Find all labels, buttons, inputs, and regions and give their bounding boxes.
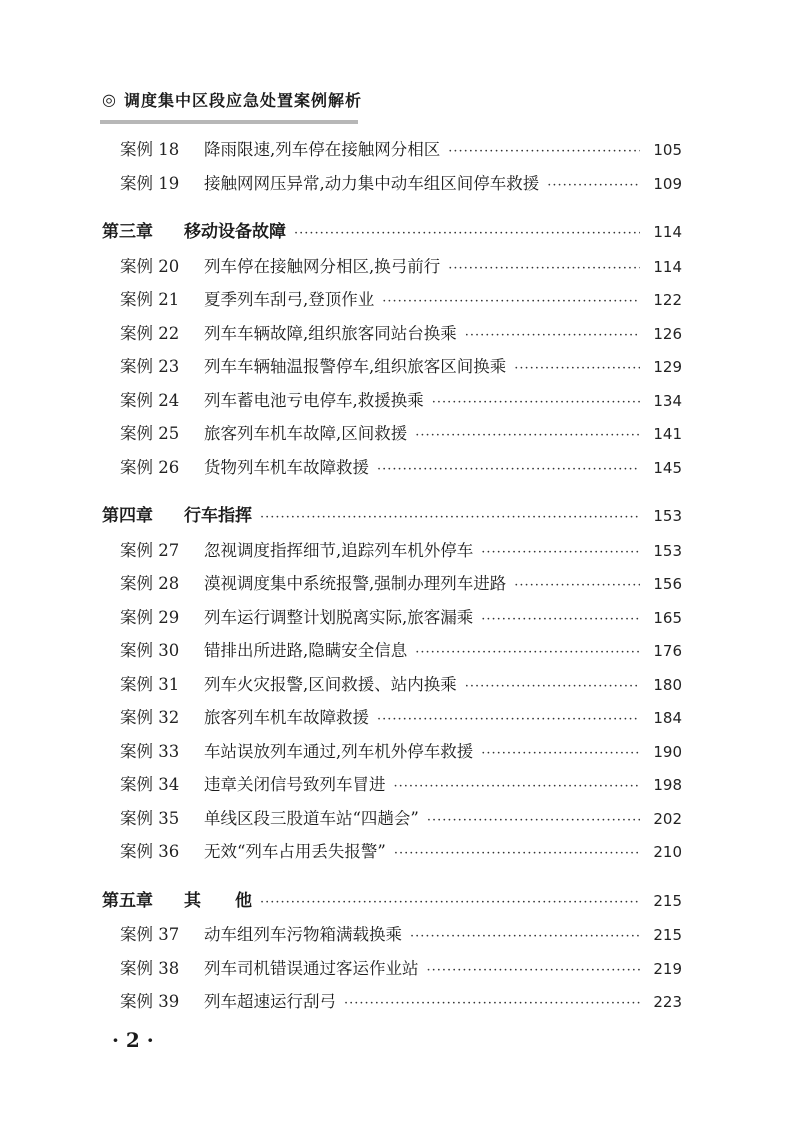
toc-entry[interactable] <box>102 701 682 735</box>
toc-entry[interactable] <box>102 451 682 485</box>
table-of-contents <box>102 133 682 1019</box>
entry-title: 接触网网压异常,动力集中动车组区间停车救援 <box>204 173 540 193</box>
toc-entry[interactable] <box>102 167 682 201</box>
toc-entry[interactable] <box>102 133 682 167</box>
entry-number: 案例 25 <box>120 424 180 443</box>
entry-page: 114 <box>653 257 682 276</box>
chapter-title: 移动设备故障 <box>184 222 286 242</box>
entry-page: 198 <box>653 776 682 794</box>
entry-title: 旅客列车机车故障救援 <box>204 708 369 727</box>
entry-page: 153 <box>653 541 682 560</box>
toc-entry[interactable] <box>102 952 682 986</box>
entry-number: 案例 31 <box>120 674 180 694</box>
toc-entry[interactable] <box>102 417 682 451</box>
toc-entry[interactable] <box>102 735 682 769</box>
toc-entry[interactable] <box>102 350 682 384</box>
dot-leader <box>547 169 640 203</box>
toc-entry[interactable] <box>102 250 682 284</box>
dot-leader <box>427 954 641 988</box>
entry-number: 案例 39 <box>120 992 180 1011</box>
entry-page: 156 <box>653 575 682 593</box>
dot-leader <box>465 670 640 704</box>
chapter-number: 第四章 <box>102 506 153 526</box>
book-title: 调度集中区段应急处置案例解析 <box>123 90 362 110</box>
dot-leader <box>481 737 640 771</box>
toc-entry[interactable] <box>102 534 682 568</box>
entry-number: 案例 34 <box>120 775 180 794</box>
dot-leader <box>481 536 640 570</box>
header-rule <box>100 120 358 124</box>
entry-number: 案例 37 <box>120 925 180 944</box>
entry-number: 案例 36 <box>120 842 180 861</box>
toc-entry[interactable] <box>102 802 682 836</box>
dot-leader <box>415 419 640 453</box>
entry-number: 案例 23 <box>120 357 180 376</box>
dot-leader <box>394 770 641 804</box>
entry-number: 案例 18 <box>120 140 180 159</box>
entry-title: 车站误放列车通过,列车机外停车救援 <box>204 741 474 761</box>
toc-entry[interactable] <box>102 835 682 869</box>
entry-page: 129 <box>653 358 682 376</box>
entry-title: 列车停在接触网分相区,换弓前行 <box>204 256 441 276</box>
toc-entry[interactable] <box>102 668 682 702</box>
entry-title: 列车车辆故障,组织旅客同站台换乘 <box>204 323 457 343</box>
entry-number: 案例 24 <box>120 390 180 410</box>
entry-page: 122 <box>653 291 682 309</box>
dot-leader <box>260 501 640 535</box>
toc-entry[interactable] <box>102 317 682 351</box>
dot-leader <box>448 252 640 286</box>
chapter-number: 第五章 <box>102 890 153 911</box>
dot-leader <box>410 920 640 954</box>
dot-leader <box>394 837 640 871</box>
dot-leader <box>377 453 640 487</box>
dot-leader <box>415 636 640 670</box>
entry-title: 动车组列车污物箱满载换乘 <box>204 925 402 944</box>
toc-chapter[interactable] <box>102 216 682 250</box>
toc-chapter[interactable] <box>102 500 682 534</box>
entry-page: 141 <box>653 425 682 443</box>
running-header <box>102 84 362 114</box>
entry-page: 215 <box>653 926 682 944</box>
entry-number: 案例 27 <box>120 540 180 560</box>
entry-number: 案例 22 <box>120 323 180 343</box>
chapter-number: 第三章 <box>102 222 153 242</box>
entry-page: 219 <box>653 959 682 978</box>
dot-leader <box>481 603 640 637</box>
dot-leader <box>294 217 640 251</box>
entry-page: 190 <box>653 742 682 761</box>
entry-title: 列车蓄电池亏电停车,救援换乘 <box>204 390 424 410</box>
toc-entry[interactable] <box>102 283 682 317</box>
entry-number: 案例 26 <box>120 457 180 477</box>
dot-leader <box>448 135 640 169</box>
entry-title: 单线区段三股道车站“四趟会” <box>204 808 419 828</box>
entry-page: 134 <box>653 391 682 410</box>
dot-leader <box>514 569 640 603</box>
entry-page: 165 <box>653 608 682 627</box>
entry-page: 109 <box>653 174 682 193</box>
entry-title: 违章关闭信号致列车冒进 <box>204 775 386 794</box>
page-number: · 2 · <box>112 1028 154 1052</box>
toc-entry[interactable] <box>102 918 682 952</box>
entry-page: 202 <box>653 809 682 828</box>
chapter-page: 114 <box>653 223 682 241</box>
dot-leader <box>382 285 640 319</box>
entry-title: 列车运行调整计划脱离实际,旅客漏乘 <box>204 607 474 627</box>
entry-number: 案例 19 <box>120 173 180 193</box>
dot-leader <box>377 703 640 737</box>
entry-page: 180 <box>653 675 682 694</box>
entry-page: 126 <box>653 324 682 343</box>
entry-page: 223 <box>653 993 682 1011</box>
entry-number: 案例 20 <box>120 256 180 276</box>
toc-chapter[interactable] <box>102 885 682 919</box>
entry-title: 列车司机错误通过客运作业站 <box>204 958 419 978</box>
chapter-page: 153 <box>653 507 682 525</box>
entry-number: 案例 28 <box>120 574 180 593</box>
entry-number: 案例 21 <box>120 290 180 309</box>
entry-title: 无效“列车占用丢失报警” <box>204 842 386 861</box>
entry-number: 案例 33 <box>120 741 180 761</box>
circle-mark-icon: ◎ <box>102 89 116 109</box>
entry-title: 列车火灾报警,区间救援、站内换乘 <box>204 674 457 694</box>
entry-page: 210 <box>653 843 682 861</box>
entry-title: 列车超速运行刮弓 <box>204 992 336 1011</box>
entry-title: 错排出所进路,隐瞒安全信息 <box>204 641 408 660</box>
toc-entry[interactable] <box>102 384 682 418</box>
entry-title: 列车车辆轴温报警停车,组织旅客区间换乘 <box>204 357 507 376</box>
entry-number: 案例 29 <box>120 607 180 627</box>
chapter-title: 行车指挥 <box>184 506 252 526</box>
chapter-title: 其 他 <box>184 890 252 911</box>
entry-page: 105 <box>653 141 682 159</box>
entry-page: 176 <box>653 642 682 660</box>
toc-entry[interactable] <box>102 634 682 668</box>
entry-page: 184 <box>653 709 682 727</box>
entry-title: 货物列车机车故障救援 <box>204 457 369 477</box>
entry-title: 忽视调度指挥细节,追踪列车机外停车 <box>204 540 474 560</box>
entry-title: 降雨限速,列车停在接触网分相区 <box>204 140 441 159</box>
entry-title: 漠视调度集中系统报警,强制办理列车进路 <box>204 574 507 593</box>
dot-leader <box>514 352 640 386</box>
toc-entry[interactable] <box>102 985 682 1019</box>
toc-entry[interactable] <box>102 768 682 802</box>
dot-leader <box>344 987 640 1021</box>
dot-leader <box>432 386 640 420</box>
entry-title: 旅客列车机车故障,区间救援 <box>204 424 408 443</box>
entry-title: 夏季列车刮弓,登顶作业 <box>204 290 375 309</box>
toc-entry[interactable] <box>102 567 682 601</box>
chapter-page: 215 <box>653 891 682 910</box>
dot-leader <box>465 319 640 353</box>
entry-number: 案例 35 <box>120 808 180 828</box>
toc-entry[interactable] <box>102 601 682 635</box>
dot-leader <box>260 886 640 920</box>
entry-number: 案例 30 <box>120 641 180 660</box>
entry-number: 案例 32 <box>120 708 180 727</box>
entry-page: 145 <box>653 458 682 477</box>
dot-leader <box>427 804 640 838</box>
entry-number: 案例 38 <box>120 958 180 978</box>
